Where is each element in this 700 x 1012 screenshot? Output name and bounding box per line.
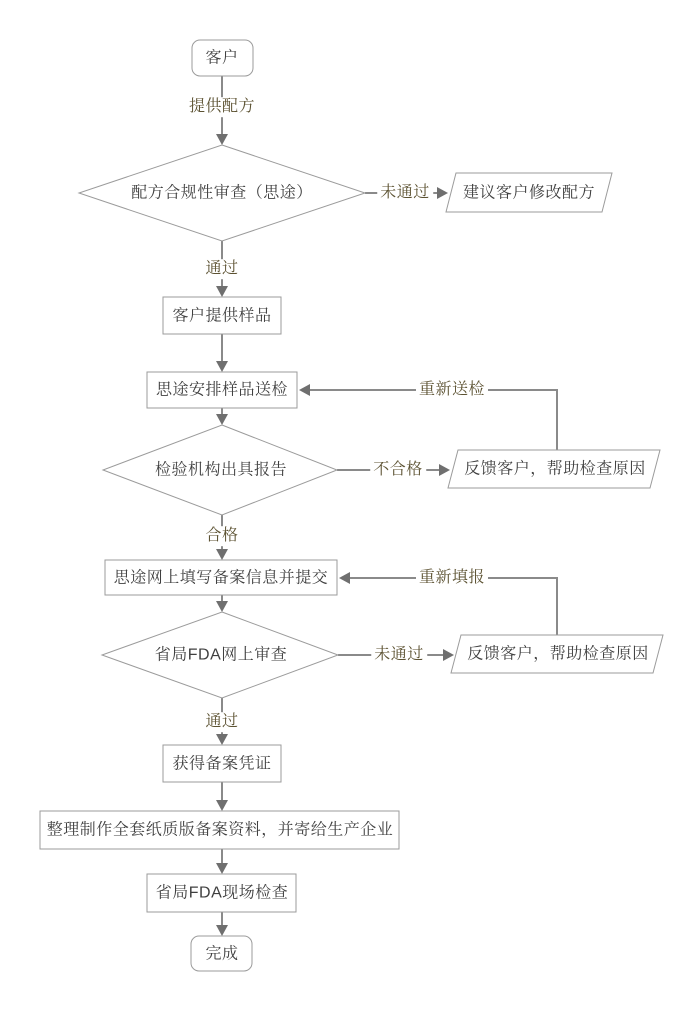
arrowhead-down-icon bbox=[216, 800, 228, 811]
edge-label-not-passed-1: 未通过 bbox=[377, 183, 433, 203]
node-fda-online-review: 省局FDA网上审查 bbox=[154, 646, 288, 664]
node-complete: 完成 bbox=[205, 945, 239, 963]
edge-label-provide-formula: 提供配方 bbox=[186, 97, 258, 117]
node-paper-materials: 整理制作全套纸质版备案资料，并寄给生产企业 bbox=[46, 821, 394, 839]
node-feedback-help-1: 反馈客户，帮助检查原因 bbox=[464, 460, 646, 478]
node-filing-certificate: 获得备案凭证 bbox=[172, 755, 272, 773]
node-feedback-help-2: 反馈客户，帮助检查原因 bbox=[467, 645, 649, 663]
arrowhead-right-icon bbox=[437, 187, 448, 199]
arrowhead-left-icon bbox=[299, 384, 310, 396]
node-customer: 客户 bbox=[205, 49, 239, 67]
node-online-filing: 思途网上填写备案信息并提交 bbox=[113, 569, 329, 587]
node-provide-sample: 客户提供样品 bbox=[172, 307, 272, 325]
edge-label-refill: 重新填报 bbox=[416, 568, 488, 588]
edge-label-resubmit-inspection: 重新送检 bbox=[416, 380, 488, 400]
edge-label-qualified: 合格 bbox=[202, 526, 241, 546]
arrowhead-down-icon bbox=[216, 361, 228, 372]
arrowhead-left-icon bbox=[339, 572, 350, 584]
node-fda-site-inspection: 省局FDA现场检查 bbox=[155, 884, 289, 902]
edge-label-not-passed-2: 未通过 bbox=[371, 645, 427, 665]
arrowhead-down-icon bbox=[216, 863, 228, 874]
arrowhead-right-icon bbox=[439, 464, 450, 476]
edge-label-passed-2: 通过 bbox=[202, 712, 241, 732]
arrowhead-down-icon bbox=[216, 414, 228, 425]
arrowhead-down-icon bbox=[216, 925, 228, 936]
node-suggest-modify: 建议客户修改配方 bbox=[462, 184, 596, 202]
edge-label-passed-1: 通过 bbox=[202, 259, 241, 279]
arrowhead-down-icon bbox=[216, 734, 228, 745]
node-inspection-report: 检验机构出具报告 bbox=[154, 461, 288, 479]
arrowhead-down-icon bbox=[216, 134, 228, 145]
node-formula-review: 配方合规性审查（思途） bbox=[131, 184, 313, 202]
edge-label-unqualified: 不合格 bbox=[370, 460, 426, 480]
arrowhead-down-icon bbox=[216, 286, 228, 297]
arrowhead-down-icon bbox=[216, 549, 228, 560]
arrowhead-right-icon bbox=[443, 649, 454, 661]
arrowhead-down-icon bbox=[216, 601, 228, 612]
node-arrange-inspection: 思途安排样品送检 bbox=[155, 381, 289, 399]
